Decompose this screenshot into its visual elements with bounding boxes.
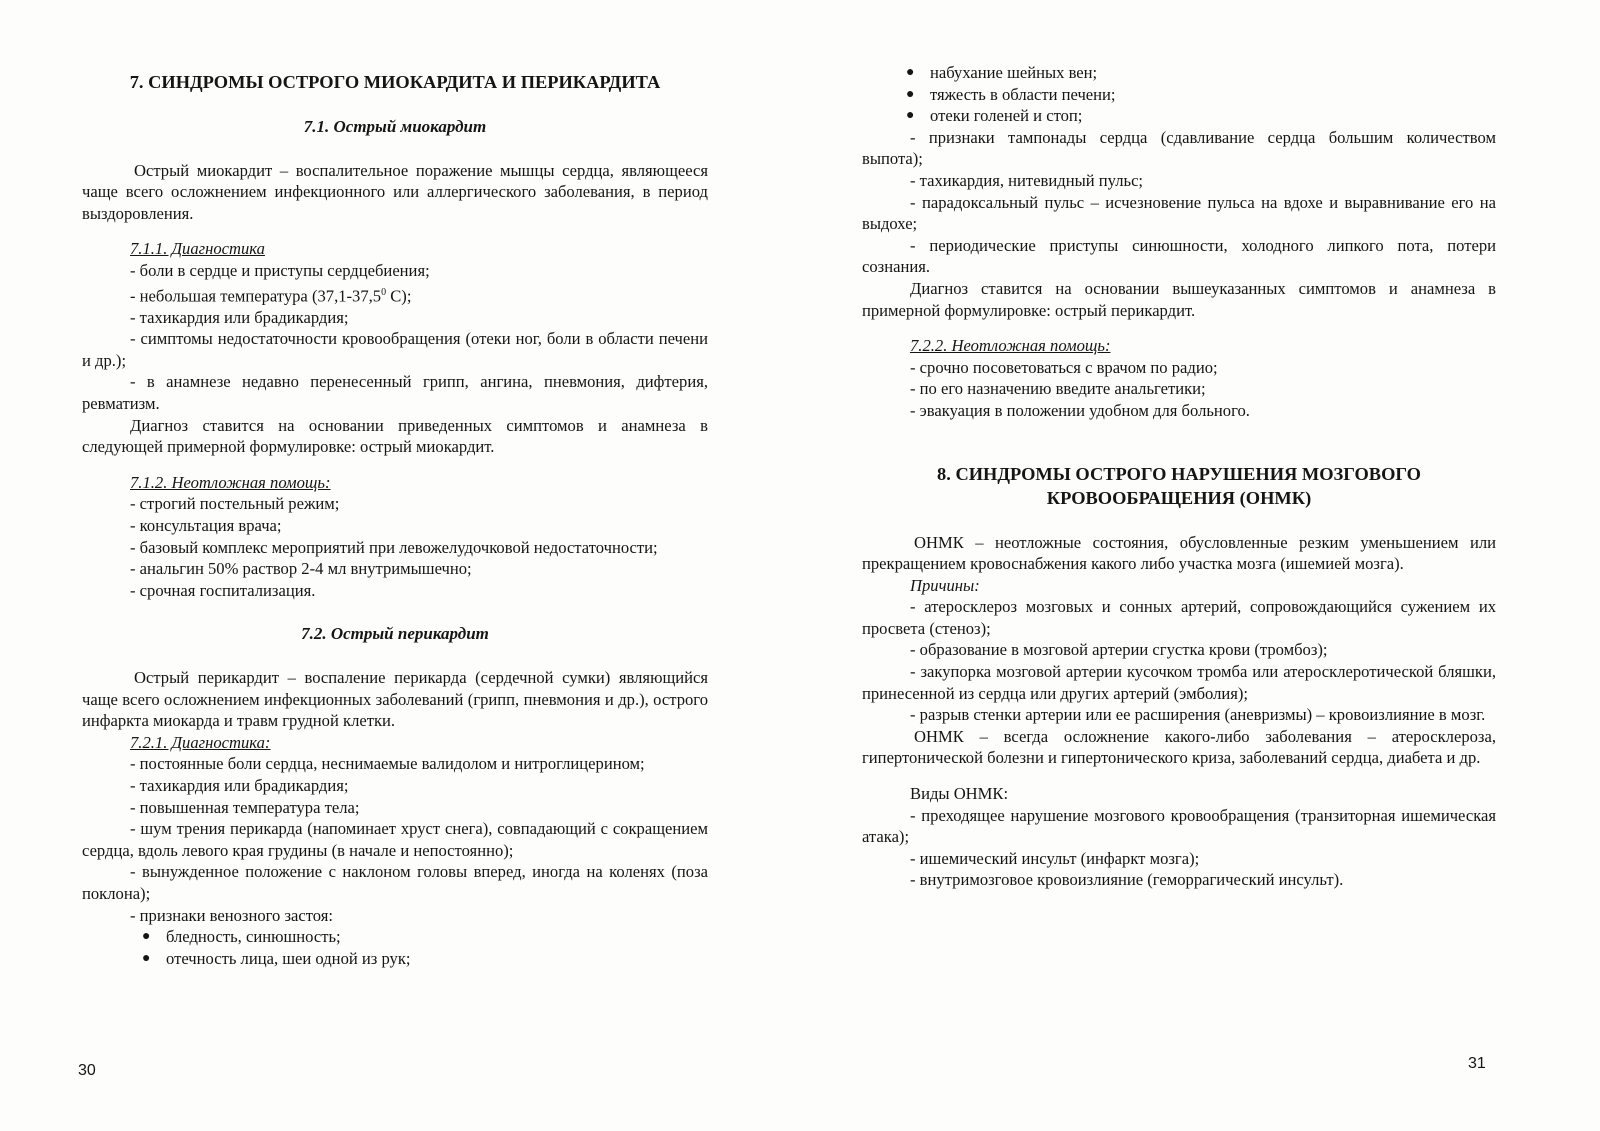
bullet-icon: ●	[142, 929, 151, 945]
list-item: - периодические приступы синюшности, холодного липкого пота, потери сознания.	[862, 235, 1496, 277]
bullet-item: ● тяжесть в области печени;	[906, 84, 1116, 104]
list-item-temperature: - небольшая температура (37,1-37,5$^0$ С);	[130, 286, 412, 306]
list-item: - срочная госпитализация.	[130, 580, 316, 600]
bullet-item: ● набухание шейных вен;	[906, 63, 1098, 82]
bullet-item: ● бледность, синюшность;	[142, 927, 341, 947]
list-item: - внутримозговое кровоизлияние (геморрагический инсульт).	[910, 870, 1344, 890]
onmk-note: ОНМК – всегда осложнение какого-либо заболевания – атеросклероза, гипертонической болезни и гипертонического криза, заболеваний сердца, диабета и др.	[862, 726, 1496, 768]
section-7-2-1-heading: 7.2.1. Диагностика:	[130, 732, 271, 752]
list-item: - признаки венозного застоя:	[130, 905, 334, 925]
list-item: - разрыв стенки артерии или ее расширения (аневризмы) – кровоизлияние в мозг.	[910, 705, 1486, 725]
section-7-1-1-conclusion: Диагноз ставится на основании приведенных симптомов и анамнеза в следующей примерной формулировке: острый миокардит.	[82, 415, 708, 457]
list-item: - вынужденное положение с наклоном головы вперед, иногда на коленях (поза поклона);	[82, 862, 708, 903]
bullet-icon: ●	[906, 86, 915, 102]
types-heading: Виды ОНМК:	[910, 784, 1009, 804]
list-item: - консультация врача;	[130, 516, 282, 536]
degree-superscript: 0	[381, 286, 387, 298]
list-item: - боли в сердце и приступы сердцебиения;	[130, 260, 430, 280]
list-item: - срочно посоветоваться с врачом по радио;	[910, 357, 1218, 377]
list-item: - тахикардия, нитевидный пульс;	[910, 170, 1144, 190]
section-7-2-intro: Острый перикардит – воспаление перикарда (сердечной сумки) являющийся чаще всего осложнением инфекционных заболеваний (грипп, пневмония и др.), острого инфаркта миокарда и травм грудной клетки.	[82, 668, 708, 731]
list-item: - шум трения перикарда (напоминает хруст снега), совпадающий с сокращением сердца, вдоль левого края грудины (в начале и непостоянно);	[82, 819, 708, 860]
section-7-1-2-heading: 7.1.2. Неотложная помощь:	[130, 472, 331, 492]
list-item: - строгий постельный режим;	[130, 494, 340, 514]
bullet-icon: ●	[142, 950, 151, 966]
bullet-item: ● отечность лица, шеи одной из рук;	[142, 948, 411, 968]
list-item: - по его назначению введите анальгетики;	[910, 379, 1206, 399]
section-7-2-1-conclusion: Диагноз ставится на основании вышеуказанных симптомов и анамнеза в примерной формулировке: острый перикардит.	[862, 278, 1496, 320]
bullet-item: ● отеки голеней и стоп;	[906, 106, 1083, 126]
list-item: - закупорка мозговой артерии кусочком тромба или атеросклеротической бляшки, принесенной из сердца или других артерий (эмболия);	[862, 662, 1496, 703]
section-7-2-2-heading: 7.2.2. Неотложная помощь:	[910, 336, 1111, 356]
list-item: - ишемический инсульт (инфаркт мозга);	[910, 848, 1200, 868]
list-item: - базовый комплекс мероприятий при левожелудочковой недостаточности;	[130, 537, 658, 557]
list-item: - преходящее нарушение мозгового кровообращения (транзиторная ишемическая атака);	[862, 805, 1496, 847]
page-number-left: 30	[78, 1062, 96, 1079]
list-item: - признаки тампонады сердца (сдавливание сердца большим количеством выпота);	[862, 127, 1496, 169]
chapter-7-title: 7. СИНДРОМЫ ОСТРОГО МИОКАРДИТА И ПЕРИКАРДИТА	[129, 72, 661, 92]
bullet-icon: ●	[906, 108, 915, 124]
list-item: - тахикардия или брадикардия;	[130, 775, 349, 795]
section-7-1-heading: 7.1. Острый миокардит	[303, 117, 487, 136]
right-page-text	[862, 62, 1496, 891]
list-item: - симптомы недостаточности кровообращения (отеки ног, боли в области печени и др.);	[82, 329, 708, 370]
list-item: - повышенная температура тела;	[130, 797, 360, 817]
list-item: - постоянные боли сердца, неснимаемые валидолом и нитроглицерином;	[130, 754, 645, 774]
left-page-text	[82, 70, 708, 969]
section-7-1-intro: Острый миокардит – воспалительное поражение мышцы сердца, являющееся чаще всего осложнением инфекционного или аллергического заболевания, в период выздоровления.	[82, 160, 708, 223]
bullet-icon: ●	[906, 65, 915, 80]
page-number-right: 31	[1468, 1055, 1486, 1072]
list-item: - атеросклероз мозговых и сонных артерий, сопровождающийся сужением их просвета (стеноз);	[862, 597, 1496, 638]
section-7-1-1-heading: 7.1.1. Диагностика	[130, 239, 265, 259]
causes-heading: Причины:	[910, 575, 980, 595]
chapter-8-title-line-1: 8. СИНДРОМЫ ОСТРОГО НАРУШЕНИЯ МОЗГОВОГО	[937, 463, 1421, 484]
list-item: - парадоксальный пульс – исчезновение пульса на вдохе и выравнивание его на выдохе;	[862, 192, 1496, 234]
list-item: - анальгин 50% раствор 2-4 мл внутримышечно;	[130, 559, 472, 579]
chapter-8-title-line-2: КРОВООБРАЩЕНИЯ (ОНМК)	[1046, 487, 1312, 508]
list-item: - в анамнезе недавно перенесенный грипп, ангина, пневмония, дифтерия, ревматизм.	[82, 372, 708, 414]
right-page	[800, 0, 1600, 1131]
list-item: - образование в мозговой артерии сгустка крови (тромбоз);	[910, 640, 1328, 660]
section-7-2-heading: 7.2. Острый перикардит	[301, 624, 489, 644]
onmk-intro: ОНМК – неотложные состояния, обусловленные резким уменьшением или прекращением кровоснабжения какого либо участка мозга (ишемией мозга).	[862, 532, 1496, 574]
list-item: - тахикардия или брадикардия;	[130, 307, 349, 327]
list-item: - эвакуация в положении удобном для больного.	[910, 400, 1250, 420]
